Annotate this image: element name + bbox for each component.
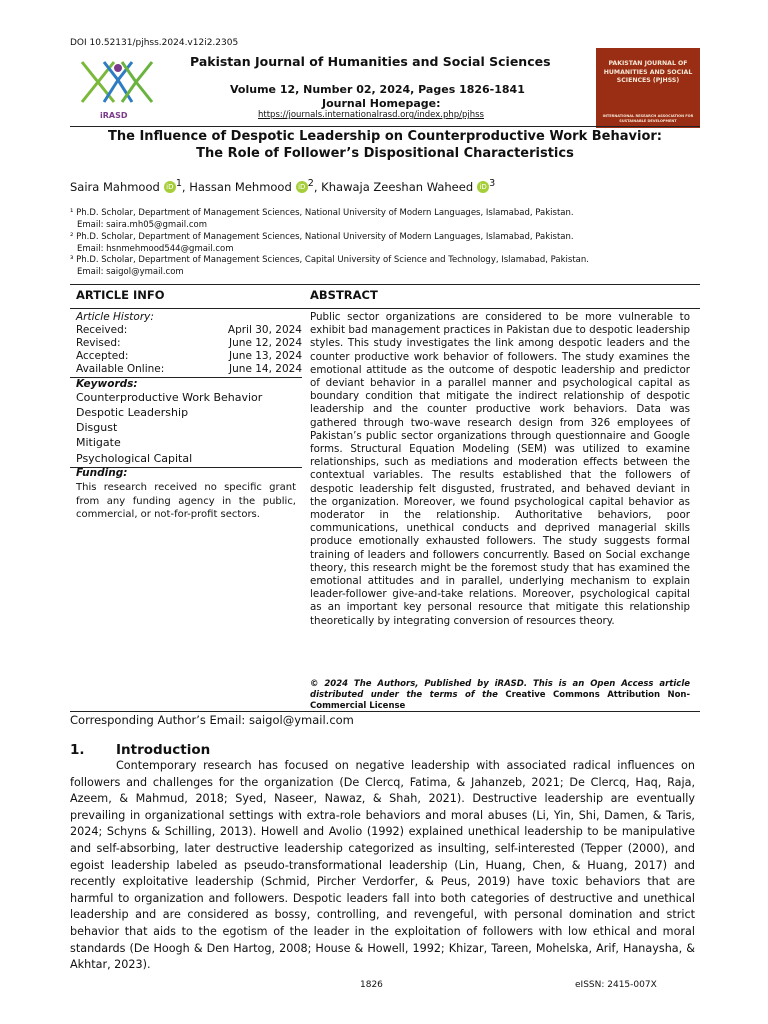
orcid-icon[interactable]: iD (296, 181, 308, 193)
history-item-label: Available Online: (76, 363, 165, 375)
author-1-sup: 1 (175, 178, 182, 189)
cover-footer: INTERNATIONAL RESEARCH ASSOCIATION FOR SUSTAINABLE DEVELOPMENT (602, 114, 694, 124)
history-item-date: June 12, 2024 (229, 337, 302, 349)
logo-text: iRASD (100, 111, 128, 120)
funding-text: This research received no specific grant from any funding agency in the public, commercial, or not-for-profit sectors. (76, 482, 296, 520)
article-info-heading: ARTICLE INFO (76, 288, 165, 302)
introduction-paragraph: Contemporary research has focused on negative leadership with associated radical influences on followers and challenges for the organization (De Clercq, Fatima, & Jahanzeb, 2021; De Clercq, Haq, Raja, Azeem, & Mahmud, 2018; Syed, Naseer, Nawaz, & Shah, 2021). Destructive leadership are eventually prevailing in organizational settings with extra-role behaviors and moral abuses (Li, Yin, Shi, Damen, & Taris, 2024; Schyns & Schilling, 2013). Howell and Avolio (1992) explained unethical leadership to be manipulative and self-absorbing, later destructive leadership categorized as insulting, self-interested (Tepper (2000), and egoist leadership labeled as pseudo-transformational leadership (Lin, Huang, Chen, & Huang, 2017) and recently exploitative leadership (Schmid, Pircher Verdorfer, & Peus, 2019) have toxic behaviors that are harmful to organization and followers. Despotic leaders fall into both categories of destructive and unethical leadership and are considered as bossy, controlling, and revengeful, with personal domination and strict behavior that aids to the egotism of the leader in the exploitation of followers with low ethical and moral standards (De Hoogh & Den Hartog, 2008; House & Howell, 1992; Khizar, Tareen, Mohelska, Arif, Hanaysha, & Akhtar, 2023). (70, 759, 695, 972)
affiliation-email: Email: saigol@ymail.com (77, 266, 184, 277)
homepage-label: Journal Homepage: (322, 97, 441, 110)
page-number: 1826 (360, 980, 383, 990)
paper-title (70, 128, 700, 162)
history-item-label: Revised: (76, 337, 121, 349)
keyword: Despotic Leadership (76, 406, 189, 419)
info-bottom-rule (70, 711, 700, 712)
section-title: Introduction (116, 742, 211, 758)
history-revised (76, 337, 302, 349)
history-label: Article History: (76, 311, 154, 323)
keyword: Mitigate (76, 436, 121, 449)
affiliation-line: ³ Ph.D. Scholar, Department of Management Sciences, Capital University of Science and Technology, Islamabad, Pakistan. (70, 255, 589, 265)
keyword: Psychological Capital (76, 452, 193, 465)
history-item-date: April 30, 2024 (227, 324, 302, 336)
title-line-1: The Influence of Despotic Leadership on Counterproductive Work Behavior: (107, 129, 662, 144)
info-top-rule (70, 284, 700, 285)
homepage-link[interactable]: https://journals.internationalrasd.org/index.php/pjhss (258, 110, 484, 120)
author-3-sup: 3 (489, 178, 496, 189)
affiliation-email: Email: hsnmehmood544@gmail.com (77, 243, 234, 254)
affiliation-2 (70, 232, 700, 255)
history-item-date: June 14, 2024 (229, 363, 302, 375)
title-line-2: The Role of Follower’s Dispositional Characteristics (196, 146, 574, 161)
cover-title: PAKISTAN JOURNAL OF HUMANITIES AND SOCIAL SCIENCES (PJHSS) (603, 60, 693, 85)
affiliation-email: Email: saira.mh05@gmail.com (77, 219, 207, 230)
journal-name: Pakistan Journal of Humanities and Social Sciences (190, 54, 551, 69)
history-item-label: Accepted: (76, 350, 129, 362)
section-heading (70, 742, 210, 758)
affiliation-line: ² Ph.D. Scholar, Department of Management Sciences, National University of Modern Languages, Islamabad, Pakistan. (70, 232, 574, 242)
license-text: © 2024 The Authors, Published by iRASD. This is an Open Access article distributed under the terms of the (310, 679, 690, 700)
doi: DOI 10.52131/pjhss.2024.v12i2.2305 (70, 38, 239, 48)
orcid-icon[interactable]: iD (477, 181, 489, 193)
authors (70, 178, 495, 194)
history-item-date: June 13, 2024 (229, 350, 302, 362)
affiliation-3 (70, 255, 700, 278)
history-item-label: Received: (76, 324, 128, 336)
license-note (310, 679, 690, 712)
history-accepted (76, 350, 302, 362)
affiliation-line: ¹ Ph.D. Scholar, Department of Management Sciences, National University of Modern Languages, Islamabad, Pakistan. (70, 208, 574, 218)
keywords-label: Keywords: (76, 378, 138, 390)
eissn: eISSN: 2415-007X (575, 980, 657, 990)
license-link[interactable]: Creative Commons Attribution Non-Commercial License (310, 690, 690, 711)
history-received (76, 324, 302, 336)
info-head-rule (70, 308, 700, 309)
journal-cover (596, 48, 700, 128)
keyword: Disgust (76, 421, 118, 434)
author-2: , Hassan Mehmood (181, 179, 292, 194)
history-online (76, 363, 302, 375)
abstract-heading: ABSTRACT (310, 288, 378, 302)
volume-info: Volume 12, Number 02, 2024, Pages 1826-1841 (230, 83, 525, 96)
corresponding-email: Corresponding Author’s Email: saigol@ymail.com (70, 713, 354, 727)
author-3: , Khawaja Zeeshan Waheed (313, 179, 474, 194)
keyword: Counterproductive Work Behavior (76, 391, 263, 404)
author-1: Saira Mahmood (70, 179, 160, 194)
affiliation-1 (70, 208, 700, 231)
orcid-icon[interactable]: iD (164, 181, 176, 193)
funding-label: Funding: (76, 467, 128, 479)
abstract-text: Public sector organizations are considered to be more vulnerable to exhibit bad management practices in Pakistan due to despotic leadership styles. This study investigates the link among despotic leaders and the counter productive work behavior of followers. The study examines the emotional attitude as the outcome of despotic leadership and predictor of deviant behavior in a parallel manner and psychological capital as boundary condition that mitigate the indirect relationship of despotic leadership and the counter productive work behaviors. Data was gathered through two-wave research design from 326 employees of Pakistan’s public sector organizations through questionnaire and Google forms. Structural Equation Modeling (SEM) was utilized to examine relationships, such as mediations and moderation effects between the contextual variables. The results established that the followers of despotic leadership felt disgusted, frustrated, and behaved deviant in the organization. Moreover, we found psychological capital behavior as moderator in the relationship. Authoritative behaviors, poor communications, unethical conducts and deprived managerial skills produce emotionally exhausted followers. The study suggests formal training of leaders and followers concurrently. Based on Social exchange theory, this research might be the foremost study that has examined the emotional attitudes and in parallel, underlying mechanism to explain leader-follower give-and-take relations. Moreover, psychological capital as an important key personal resource that mitigate this relationship theoretically by integrating conversion of resources theory. (310, 311, 690, 627)
section-number: 1. (70, 742, 85, 758)
author-2-sup: 2 (307, 178, 314, 189)
header-rule (70, 126, 700, 127)
